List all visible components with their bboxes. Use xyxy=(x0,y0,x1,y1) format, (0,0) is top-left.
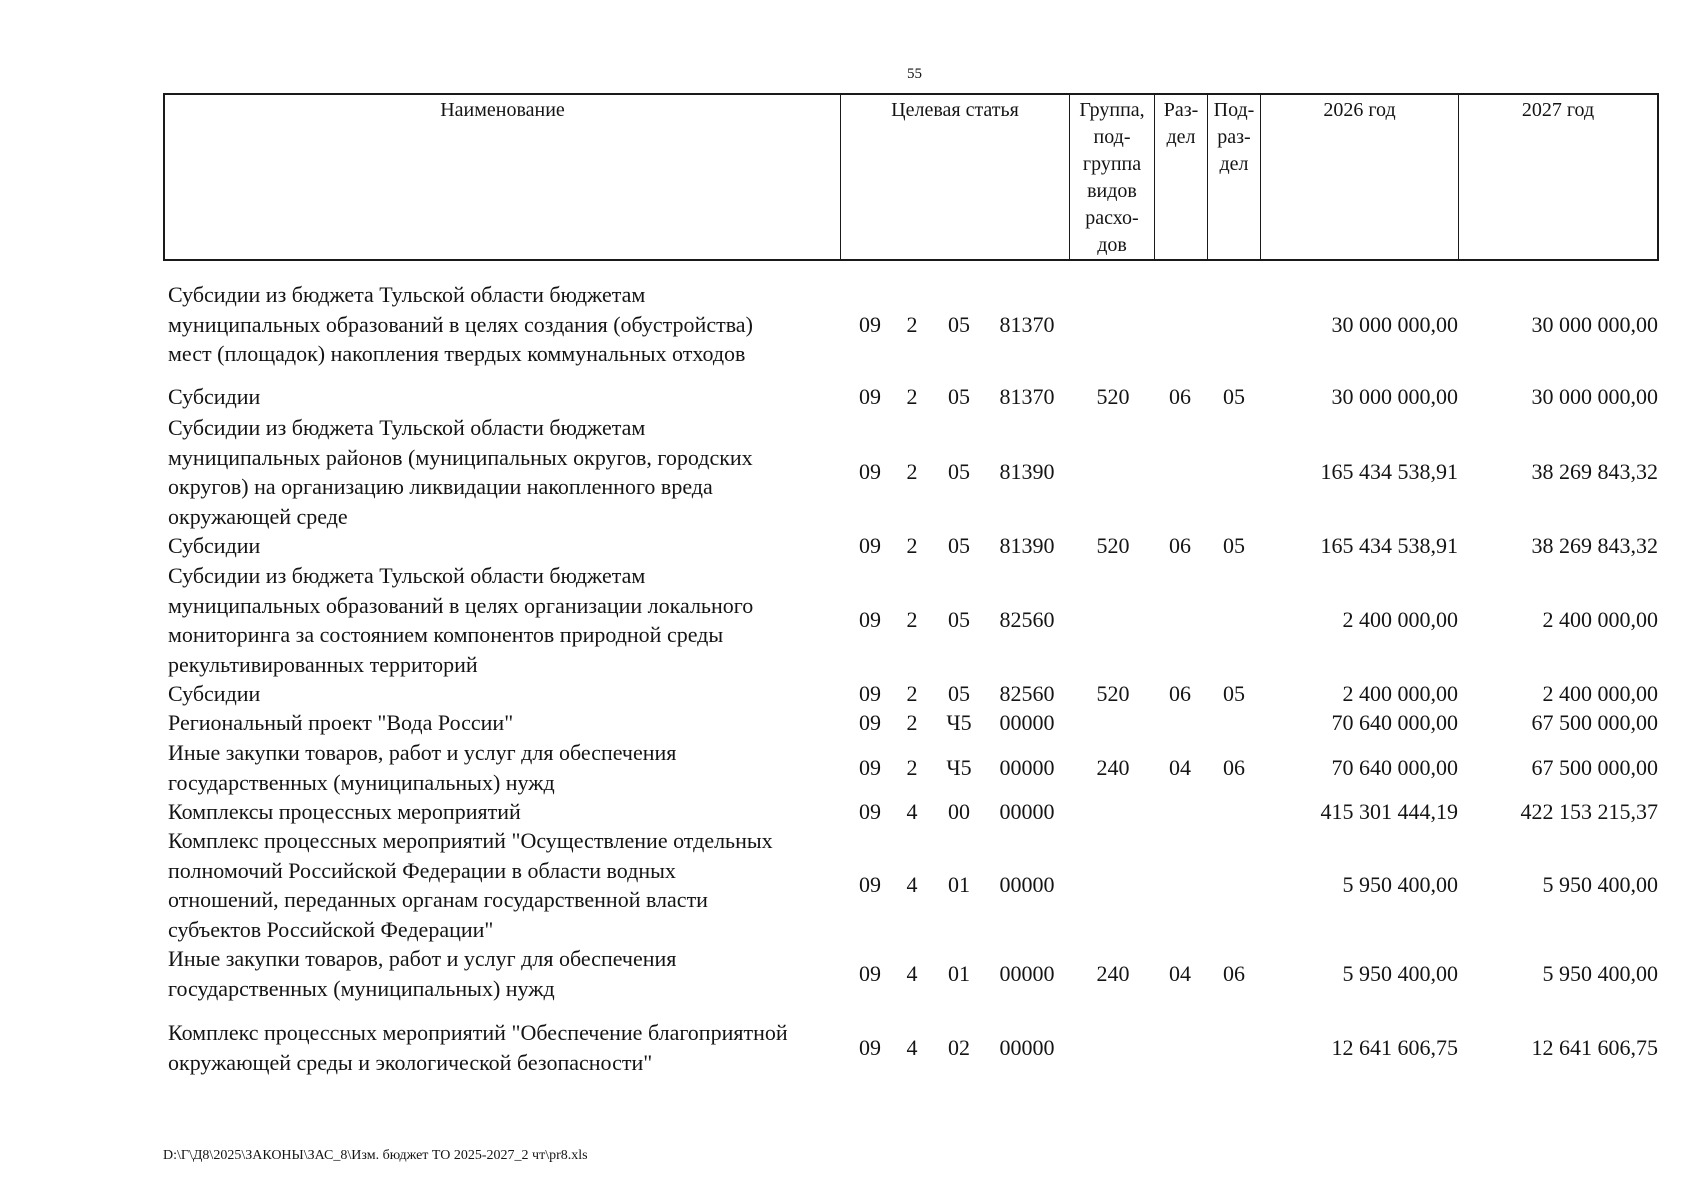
row-expense-group: 520 xyxy=(1096,681,1130,706)
header-podrazdel xyxy=(1208,95,1261,259)
row-program-code: 09 xyxy=(859,961,881,986)
row-program-code: 09 xyxy=(859,384,881,409)
row-amount-2026: 2 400 000,00 xyxy=(1342,607,1458,632)
row-name-line: муниципальных образований в целях создания (обустройства) xyxy=(168,311,753,337)
header-group-line: расхо- xyxy=(1085,207,1139,229)
row-amount-2026: 70 640 000,00 xyxy=(1331,755,1458,780)
row-podrazdel: 06 xyxy=(1223,961,1245,986)
row-amount-2026: 165 434 538,91 xyxy=(1320,533,1458,558)
row-subprogram-code: 2 xyxy=(906,459,918,484)
row-amount-2026: 5 950 400,00 xyxy=(1342,961,1458,986)
header-year-2027: 2027 год xyxy=(1521,99,1595,121)
row-name xyxy=(168,797,848,827)
row-amount-2026: 30 000 000,00 xyxy=(1331,384,1458,409)
row-razdel: 04 xyxy=(1169,961,1191,986)
row-program-code: 09 xyxy=(859,872,881,897)
row-name-line: Субсидии из бюджета Тульской области бюджетам xyxy=(168,415,646,440)
row-name xyxy=(168,280,848,369)
row-program-code: 09 xyxy=(859,533,881,558)
row-podrazdel: 05 xyxy=(1223,384,1245,409)
header-group-line: под- xyxy=(1093,126,1131,148)
row-program-code: 09 xyxy=(859,681,881,706)
row-amount-2027: 67 500 000,00 xyxy=(1531,755,1658,780)
row-amount-2026: 12 641 606,75 xyxy=(1331,1035,1458,1060)
row-name-line: Комплекс процессных мероприятий "Обеспечение благоприятной xyxy=(168,1020,788,1045)
row-name-line: Комплекс процессных мероприятий "Осуществление отдельных xyxy=(168,828,773,853)
row-subprogram-code: 4 xyxy=(906,872,918,897)
row-program-code: 09 xyxy=(859,710,881,735)
row-subprogram-code: 2 xyxy=(906,384,918,409)
row-amount-2027: 30 000 000,00 xyxy=(1531,384,1658,409)
row-amount-2027: 38 269 843,32 xyxy=(1531,459,1658,484)
row-amount-2026: 5 950 400,00 xyxy=(1342,872,1458,897)
row-subprogram-code: 4 xyxy=(906,799,918,824)
header-razdel xyxy=(1155,95,1208,259)
header-podrazdel-line: Под- xyxy=(1213,99,1255,121)
row-project-code: 05 xyxy=(948,681,970,706)
row-amount-2026: 165 434 538,91 xyxy=(1320,459,1458,484)
row-subprogram-code: 2 xyxy=(906,533,918,558)
row-project-code: 02 xyxy=(948,1035,970,1060)
row-direction-code: 81390 xyxy=(999,459,1055,484)
row-amount-2027: 2 400 000,00 xyxy=(1542,607,1658,632)
row-project-code: 00 xyxy=(948,799,970,824)
row-name-line: рекультивированных территорий xyxy=(168,651,478,677)
row-program-code: 09 xyxy=(859,607,881,632)
row-amount-2027: 2 400 000,00 xyxy=(1542,681,1658,706)
header-group-line: дов xyxy=(1097,234,1127,256)
row-direction-code: 00000 xyxy=(999,961,1055,986)
row-podrazdel: 06 xyxy=(1223,755,1245,780)
row-program-code: 09 xyxy=(859,311,881,337)
header-expense-group xyxy=(1070,95,1155,259)
row-project-code: Ч5 xyxy=(946,755,972,780)
row-program-code: 09 xyxy=(859,459,881,484)
row-project-code: 01 xyxy=(948,961,970,986)
header-podrazdel-line: раз- xyxy=(1217,126,1251,148)
row-name-line: мониторинга за состоянием компонентов природной среды xyxy=(168,622,724,647)
row-direction-code: 00000 xyxy=(999,872,1055,897)
row-name-line: Субсидии из бюджета Тульской области бюджетам xyxy=(168,563,646,588)
row-expense-group: 520 xyxy=(1096,533,1130,558)
row-name-line: Субсидии xyxy=(168,681,261,706)
row-name-line: округов) на организацию ликвидации накопленного вреда xyxy=(168,474,713,499)
row-project-code: 01 xyxy=(948,872,970,897)
row-name xyxy=(168,531,848,561)
row-project-code: 05 xyxy=(948,459,970,484)
row-amount-2026: 2 400 000,00 xyxy=(1342,681,1458,706)
row-project-code: 05 xyxy=(948,384,970,409)
row-direction-code: 00000 xyxy=(999,755,1055,780)
row-name xyxy=(168,1018,848,1077)
header-group-line: группа xyxy=(1082,153,1142,175)
row-amount-2027: 67 500 000,00 xyxy=(1531,710,1658,735)
row-amount-2027: 5 950 400,00 xyxy=(1542,961,1658,986)
row-podrazdel: 05 xyxy=(1223,681,1245,706)
row-direction-code: 81370 xyxy=(999,311,1055,337)
row-name xyxy=(168,826,848,944)
row-podrazdel: 05 xyxy=(1223,533,1245,558)
row-subprogram-code: 2 xyxy=(906,311,918,337)
file-path-footer: D:\Г\Д8\2025\ЗАКОНЫ\ЗАС_8\Изм. бюджет ТО 2025-2027_2 чт\pr8.xls xyxy=(163,1148,588,1163)
row-program-code: 09 xyxy=(859,1035,881,1060)
row-name-line: окружающей среде xyxy=(168,503,348,529)
row-name xyxy=(168,738,848,797)
header-year-2026: 2026 год xyxy=(1261,95,1459,259)
row-amount-2026: 415 301 444,19 xyxy=(1320,799,1458,824)
row-subprogram-code: 4 xyxy=(906,961,918,986)
row-direction-code: 00000 xyxy=(999,799,1055,824)
row-name-line: муниципальных образований в целях организации локального xyxy=(168,592,754,618)
row-name-line: Региональный проект "Вода России" xyxy=(168,710,514,735)
row-amount-2027: 38 269 843,32 xyxy=(1531,533,1658,558)
row-name-line: государственных (муниципальных) нужд xyxy=(168,975,555,1001)
row-direction-code: 81390 xyxy=(999,533,1055,558)
row-amount-2027: 422 153 215,37 xyxy=(1520,799,1658,824)
row-razdel: 06 xyxy=(1169,681,1191,706)
row-name-line: полномочий Российской Федерации в области водных xyxy=(168,857,676,883)
header-group-line: видов xyxy=(1087,180,1137,202)
row-name-line: субъектов Российской Федерации" xyxy=(168,916,494,942)
row-amount-2027: 30 000 000,00 xyxy=(1531,311,1658,337)
row-project-code: 05 xyxy=(948,533,970,558)
row-name-line: отношений, переданных органам государственной власти xyxy=(168,887,708,912)
header-group-line: Группа, xyxy=(1079,99,1145,121)
row-amount-2026: 70 640 000,00 xyxy=(1331,710,1458,735)
row-subprogram-code: 2 xyxy=(906,755,918,780)
row-subprogram-code: 2 xyxy=(906,710,918,735)
row-direction-code: 82560 xyxy=(999,607,1055,632)
row-name-line: Субсидии xyxy=(168,533,261,558)
row-amount-2027: 12 641 606,75 xyxy=(1531,1035,1658,1060)
header-podrazdel-line: дел xyxy=(1219,153,1249,175)
row-razdel: 06 xyxy=(1169,533,1191,558)
row-name xyxy=(168,708,848,738)
row-direction-code: 82560 xyxy=(999,681,1055,706)
header-name: Наименование xyxy=(165,95,841,259)
row-name-line: государственных (муниципальных) нужд xyxy=(168,769,555,795)
row-name-line: муниципальных районов (муниципальных округов, городских xyxy=(168,444,753,470)
row-program-code: 09 xyxy=(859,755,881,780)
header-target-article: Целевая статья xyxy=(841,95,1070,259)
row-name-line: Субсидии из бюджета Тульской области бюджетам xyxy=(168,282,646,307)
table-header xyxy=(163,93,1659,261)
header-razdel-line: дел xyxy=(1166,126,1196,148)
row-project-code: 05 xyxy=(948,311,970,337)
row-razdel: 06 xyxy=(1169,384,1191,409)
row-name-line: Субсидии xyxy=(168,384,261,409)
row-name-line: мест (площадок) накопления твердых коммунальных отходов xyxy=(168,341,746,366)
row-name-line: Иные закупки товаров, работ и услуг для обеспечения xyxy=(168,740,677,765)
row-amount-2026: 30 000 000,00 xyxy=(1331,311,1458,337)
row-razdel: 04 xyxy=(1169,755,1191,780)
row-direction-code: 00000 xyxy=(999,710,1055,735)
row-name xyxy=(168,561,848,679)
header-razdel-line: Раз- xyxy=(1163,99,1199,121)
row-name-line: Иные закупки товаров, работ и услуг для обеспечения xyxy=(168,946,677,971)
row-name xyxy=(168,413,848,531)
row-name xyxy=(168,679,848,709)
row-project-code: 05 xyxy=(948,607,970,632)
row-amount-2027: 5 950 400,00 xyxy=(1542,872,1658,897)
row-direction-code: 81370 xyxy=(999,384,1055,409)
row-direction-code: 00000 xyxy=(999,1035,1055,1060)
row-project-code: Ч5 xyxy=(946,710,972,735)
row-program-code: 09 xyxy=(859,799,881,824)
row-expense-group: 520 xyxy=(1096,384,1130,409)
row-subprogram-code: 2 xyxy=(906,607,918,632)
row-expense-group: 240 xyxy=(1096,755,1130,780)
row-subprogram-code: 2 xyxy=(906,681,918,706)
row-expense-group: 240 xyxy=(1096,961,1130,986)
row-name-line: окружающей среды и экологической безопасности" xyxy=(168,1049,653,1075)
row-subprogram-code: 4 xyxy=(906,1035,918,1060)
row-name xyxy=(168,382,848,412)
page-number: 55 xyxy=(907,66,922,82)
row-name-line: Комплексы процессных мероприятий xyxy=(168,799,521,824)
row-name xyxy=(168,944,848,1003)
